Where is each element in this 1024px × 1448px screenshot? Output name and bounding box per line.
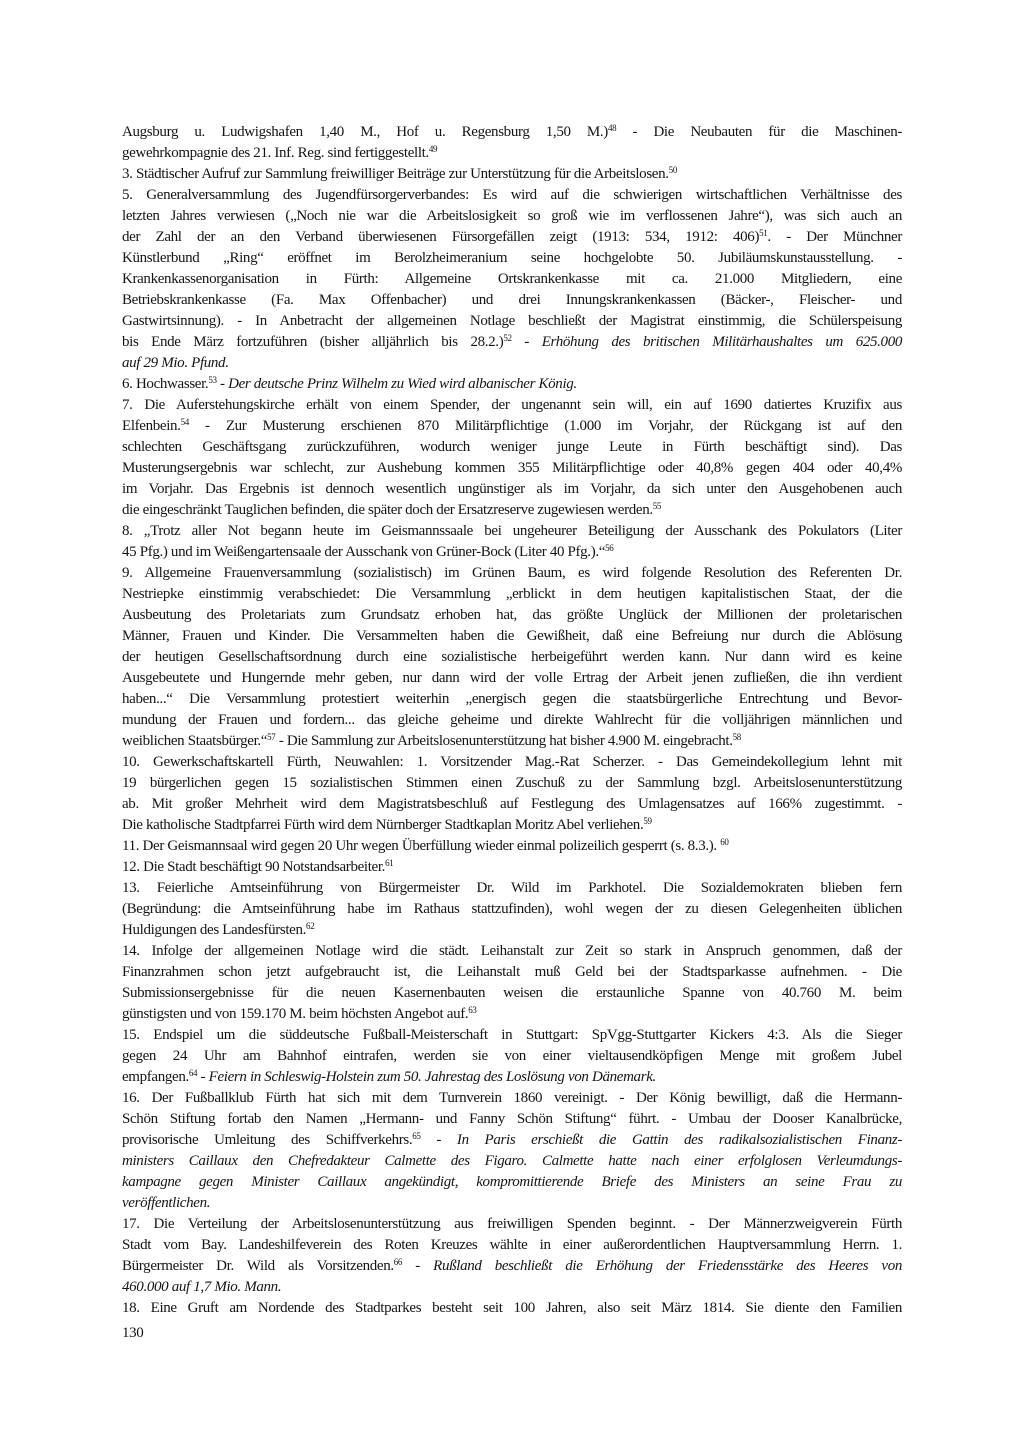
text: - — [402, 1258, 434, 1274]
text: - — [511, 334, 542, 350]
text-line — [122, 752, 902, 773]
text-line — [122, 437, 902, 458]
footnote-ref: 60 — [720, 837, 729, 847]
text: 45 Pfg.) und im Weißengartensaale der Ausschank von Grüner-Bock (Liter 40 Pfg.).“ — [122, 544, 606, 560]
text: provisorische Umleitung des Schiffverkehrs. — [122, 1132, 413, 1148]
text: mundung der Frauen und fordern... das gleiche geheime und direkte Wahlrecht für die volljährigen männlichen und — [122, 712, 902, 728]
document-page — [122, 122, 902, 1343]
text-line — [122, 710, 902, 731]
text-line — [122, 374, 902, 395]
footnote-ref: 54 — [180, 417, 189, 427]
paragraph — [122, 1298, 902, 1319]
footnote-ref: 59 — [643, 816, 652, 826]
text: 7. Die Auferstehungskirche erhält von einem Spender, der ungenannt sein will, ein auf 1690 datiertes Kruzifix aus — [122, 397, 902, 413]
footnote-ref: 58 — [732, 732, 741, 742]
chronicle-text — [122, 122, 902, 1319]
paragraph — [122, 1214, 902, 1298]
footnote-ref: 64 — [188, 1068, 198, 1078]
text-line — [122, 857, 902, 878]
text: Künstlerbund „Ring“ eröffnet im Berolzheimeranium seine hochgelobte 50. Jubiläumskunstausstellung. - — [122, 250, 902, 266]
text: Ausbeutung des Proletariats zum Grundsatz erhoben hat, das größte Unglück der Millionen der proletarischen — [122, 607, 902, 623]
text: empfangen. — [122, 1069, 189, 1085]
text-line — [122, 185, 902, 206]
text: Betriebskrankenkasse (Fa. Max Offenbacher) und drei Innungskrankenkassen (Bäcker-, Fleischer- und — [122, 292, 902, 308]
italic-text: veröffentlichen. — [122, 1195, 211, 1211]
text: 18. Eine Gruft am Nordende des Stadtparkes besteht seit 100 Jahren, also seit März 1814. Sie diente den Familien — [122, 1300, 902, 1316]
text-line — [122, 143, 902, 164]
text-line — [122, 332, 902, 353]
text: Schön Stiftung fortab den Namen „Hermann- und Fanny Schön Stiftung“ führt. - Umbau der Dooser Kanalbrücke, — [122, 1111, 902, 1127]
paragraph — [122, 836, 902, 857]
text-line — [122, 248, 902, 269]
italic-text: Erhöhung des britischen Militärhaushaltes um 625.000 — [541, 334, 902, 350]
paragraph — [122, 122, 902, 164]
text-line — [122, 815, 902, 836]
text: bis Ende März fortzuführen (bisher alljährlich bis 28.2.) — [122, 334, 504, 350]
text: ab. Mit großer Mehrheit wird dem Magistratsbeschluß auf Festlegung des Umlagensatzes auf 166% zugestimmt. - — [122, 796, 902, 812]
text: der Zahl der an den Verband überwiesenen Fürsorgefällen zeigt (1913: 534, 1912: 406) — [122, 229, 760, 245]
text-line — [122, 647, 902, 668]
footnote-ref: 63 — [468, 1005, 477, 1015]
italic-text: kampagne gegen Minister Caillaux angekündigt, kompromittierende Briefe des Ministers an seine Frau zu — [122, 1174, 902, 1190]
text-line — [122, 563, 902, 584]
text: 8. „Trotz aller Not begann heute im Geismannssaale bei ungeheurer Beteiligung der Ausschank des Pokulators (Liter — [122, 523, 902, 539]
text: Musterungsergebnis war schlecht, zur Aushebung kommen 355 Militärpflichtige oder 40,8% gegen 404 oder 40,4% — [122, 460, 902, 476]
text-line — [122, 1025, 902, 1046]
text: im Vorjahr. Das Ergebnis ist dennoch wesentlich ungünstiger als im Vorjahr, da sich unter den Ausgehobenen auch — [122, 481, 902, 497]
text-line — [122, 269, 902, 290]
text: letzten Jahres verwiesen („Noch nie war die Arbeitslosigkeit so groß wie im verflossenen Jahre“), was sich auch an — [122, 208, 902, 224]
italic-text: Der deutsche Prinz Wilhelm zu Wied wird albanischer König. — [228, 376, 577, 392]
text-line — [122, 836, 902, 857]
text: Nestriepke einstimmig verabschiedet: Die Versammlung „erblickt in dem heutigen kapitalistischen Staat, der die — [122, 586, 902, 602]
text-line — [122, 1214, 902, 1235]
text: Krankenkassenorganisation in Fürth: Allgemeine Ortskrankenkasse mit ca. 21.000 Mitgliedern, eine — [122, 271, 902, 287]
text-line — [122, 794, 902, 815]
text: - Die Neubauten für die Maschinen- — [616, 124, 902, 140]
text: 9. Allgemeine Frauenversammlung (sozialistisch) im Grünen Baum, es wird folgende Resolution des Referenten Dr. — [122, 565, 902, 581]
text-line — [122, 689, 902, 710]
italic-text: ministers Caillaux den Chefredakteur Calmette des Figaro. Calmette hatte nach einer erfolglosen Verleumdungs- — [122, 1153, 902, 1169]
text-line — [122, 1088, 902, 1109]
text: 5. Generalversammlung des Jugendfürsorgerverbandes: Es wird auf die schwierigen wirtschaftlichen Verhältnisse des — [122, 187, 902, 203]
text-line — [122, 1004, 902, 1025]
text-line — [122, 1256, 902, 1277]
text-line — [122, 626, 902, 647]
text: 6. Hochwasser. — [122, 376, 209, 392]
text: - — [197, 1069, 209, 1085]
text: Gastwirtsinnung). - In Anbetracht der allgemeinen Notlage beschließt der Magistrat einstimmig, die Schülerspeisung — [122, 313, 902, 329]
paragraph — [122, 563, 902, 752]
text-line — [122, 1130, 902, 1151]
text-line — [122, 584, 902, 605]
paragraph — [122, 1025, 902, 1088]
italic-text: In Paris erschießt die Gattin des radikalsozialistischen Finanz- — [456, 1132, 902, 1148]
text-line — [122, 920, 902, 941]
text-line — [122, 605, 902, 626]
italic-text: auf 29 Mio. Pfund. — [122, 355, 229, 371]
text-line — [122, 1298, 902, 1319]
paragraph — [122, 374, 902, 395]
text: 19 bürgerlichen gegen 15 sozialistischen Stimmen einen Zuschuß zu der Sammlung bzgl. Arbeitslosenunterstützung — [122, 775, 902, 791]
text: gegen 24 Uhr am Bahnhof eintrafen, werden sie von einer vieltausendköpfigen Menge mit großem Jubel — [122, 1048, 902, 1064]
text-line — [122, 500, 902, 521]
text-line — [122, 290, 902, 311]
text-line — [122, 227, 902, 248]
text: der heutigen Gesellschaftsordnung durch eine sozialistische herbeigeführt werden kann. Nur dann wird es keine — [122, 649, 902, 665]
text-line — [122, 1067, 902, 1088]
text: 15. Endspiel um die süddeutsche Fußball-Meisterschaft in Stuttgart: SpVgg-Stuttgarter Kickers 4:3. Als die Sieger — [122, 1027, 902, 1043]
text-line — [122, 416, 902, 437]
text: Finanzrahmen schon jetzt aufgebraucht ist, die Leihanstalt muß Geld bei der Stadtsparkasse aufnehmen. - Die — [122, 964, 902, 980]
paragraph — [122, 521, 902, 563]
text: gewehrkompagnie des 21. Inf. Reg. sind fertiggestellt. — [122, 145, 429, 161]
text-line — [122, 122, 902, 143]
footnote-ref: 53 — [208, 375, 217, 385]
text: Augsburg u. Ludwigshafen 1,40 M., Hof u. Regensburg 1,50 M.) — [122, 124, 608, 140]
paragraph — [122, 395, 902, 521]
text-line — [122, 311, 902, 332]
text-line — [122, 353, 902, 374]
text-line — [122, 458, 902, 479]
text: Bürgermeister Dr. Wild als Vorsitzenden. — [122, 1258, 394, 1274]
text-line — [122, 206, 902, 227]
footnote-ref: 55 — [652, 501, 662, 511]
footnote-ref: 65 — [412, 1131, 421, 1141]
text-line — [122, 962, 902, 983]
text: . - Der Münchner — [767, 229, 903, 245]
text-line — [122, 395, 902, 416]
paragraph — [122, 752, 902, 836]
text: (Begründung: die Amtseinführung habe im Rathaus stattzufinden), wohl wegen der zu diesen Gelegenheiten üblichen — [122, 901, 902, 917]
text: Submissionsergebnisse für die neuen Kasernenbauten weisen die erstaunliche Spanne von 40.760 M. beim — [122, 985, 902, 1001]
italic-text: Rußland beschließt die Erhöhung der Friedensstärke des Heeres von — [433, 1258, 903, 1274]
text: 3. Städtischer Aufruf zur Sammlung freiwilliger Beiträge zur Unterstützung für die Arbeitslosen. — [122, 166, 669, 182]
text-line — [122, 1046, 902, 1067]
text: - Die Sammlung zur Arbeitslosenunterstützung hat bisher 4.900 M. eingebracht. — [275, 733, 733, 749]
page-number: 130 — [122, 1325, 144, 1341]
footnote-ref: 50 — [668, 165, 677, 175]
text-line — [122, 164, 902, 185]
text: 17. Die Verteilung der Arbeitslosenunterstützung aus freiwilligen Spenden beginnt. - Der Männerzweigverein Fürth — [122, 1216, 902, 1232]
text: Stadt vom Bay. Landeshilfeverein des Roten Kreuzes wählte in einer außerordentlichen Hauptversammlung Herrn. 1. — [122, 1237, 902, 1253]
footnote-ref: 62 — [306, 921, 315, 931]
text-line — [122, 521, 902, 542]
footnote-ref: 52 — [503, 333, 512, 343]
text: Männer, Frauen und Kinder. Die Versammelten haben die Gewißheit, daß eine Befreiung nur durch die Ablösung — [122, 628, 902, 644]
text: schlechten Geschäftsgang zurückzuführen, wodurch weniger junge Leute in Fürth beschäftigt sind). Das — [122, 439, 902, 455]
text: - — [420, 1132, 457, 1148]
text: 16. Der Fußballklub Fürth hat sich mit dem Turnverein 1860 vereinigt. - Der König bewilligt, daß die Hermann- — [122, 1090, 902, 1106]
text-line — [122, 1277, 902, 1298]
text: 11. Der Geismannsaal wird gegen 20 Uhr wegen Überfüllung wieder einmal polizeilich gesperrt (s. 8.3.). — [122, 838, 721, 854]
text-line — [122, 878, 902, 899]
text-line — [122, 542, 902, 563]
text-line — [122, 1172, 902, 1193]
text-line — [122, 983, 902, 1004]
text-line — [122, 731, 902, 752]
text: günstigsten und von 159.170 M. beim höchsten Angebot auf. — [122, 1006, 469, 1022]
text-line — [122, 899, 902, 920]
paragraph — [122, 1088, 902, 1214]
text: 14. Infolge der allgemeinen Notlage wird die städt. Leihanstalt zur Zeit so stark in Anspruch genommen, daß der — [122, 943, 902, 959]
footnote-ref: 57 — [267, 732, 276, 742]
text: 13. Feierliche Amtseinführung von Bürgermeister Dr. Wild im Parkhotel. Die Sozialdemokraten blieben fern — [122, 880, 902, 896]
text-line — [122, 941, 902, 962]
text: - Zur Musterung erschienen 870 Militärpflichtige (1.000 im Vorjahr, der Rückgang ist auf den — [188, 418, 902, 434]
text-line — [122, 773, 902, 794]
text: 10. Gewerkschaftskartell Fürth, Neuwahlen: 1. Vorsitzender Mag.-Rat Scherzer. - Das Gemeindekollegium lehnt mit — [122, 754, 902, 770]
text: Huldigungen des Landesfürsten. — [122, 922, 307, 938]
text: Elfenbein. — [122, 418, 181, 434]
footnote-ref: 51 — [759, 228, 768, 238]
text-line — [122, 1193, 902, 1214]
text-line — [122, 668, 902, 689]
footnote-ref: 56 — [605, 543, 614, 553]
footnote-ref: 49 — [428, 144, 438, 154]
text: Ausgebeutete und Hungernde mehr geben, nur dann wird der volle Ertrag der Arbeit jenen zufließen, die ihn verdient — [122, 670, 902, 686]
text-line — [122, 479, 902, 500]
paragraph — [122, 878, 902, 941]
footnote-ref: 48 — [607, 123, 617, 133]
italic-text: 460.000 auf 1,7 Mio. Mann. — [122, 1279, 282, 1295]
text: 12. Die Stadt beschäftigt 90 Notstandsarbeiter. — [122, 859, 386, 875]
text: - — [216, 376, 229, 392]
footnote-ref: 66 — [393, 1257, 403, 1267]
paragraph — [122, 941, 902, 1025]
text-line — [122, 1109, 902, 1130]
paragraph — [122, 164, 902, 185]
footnote-ref: 61 — [385, 858, 394, 868]
italic-text: Feiern in Schleswig-Holstein zum 50. Jahrestag des Loslösung von Dänemark. — [208, 1069, 656, 1085]
text: weiblichen Staatsbürger.“ — [122, 733, 268, 749]
paragraph — [122, 857, 902, 878]
text-line — [122, 1235, 902, 1256]
text-line — [122, 1151, 902, 1172]
text: haben...“ Die Versammlung protestiert weiterhin „energisch gegen die staatsbürgerliche Entrechtung und Bevor- — [122, 691, 902, 707]
paragraph — [122, 185, 902, 374]
text: Die katholische Stadtpfarrei Fürth wird dem Nürnberger Stadtkaplan Moritz Abel verliehen. — [122, 817, 644, 833]
text: die eingeschränkt Tauglichen befinden, die später doch der Ersatzreserve zugewiesen werden. — [122, 502, 653, 518]
